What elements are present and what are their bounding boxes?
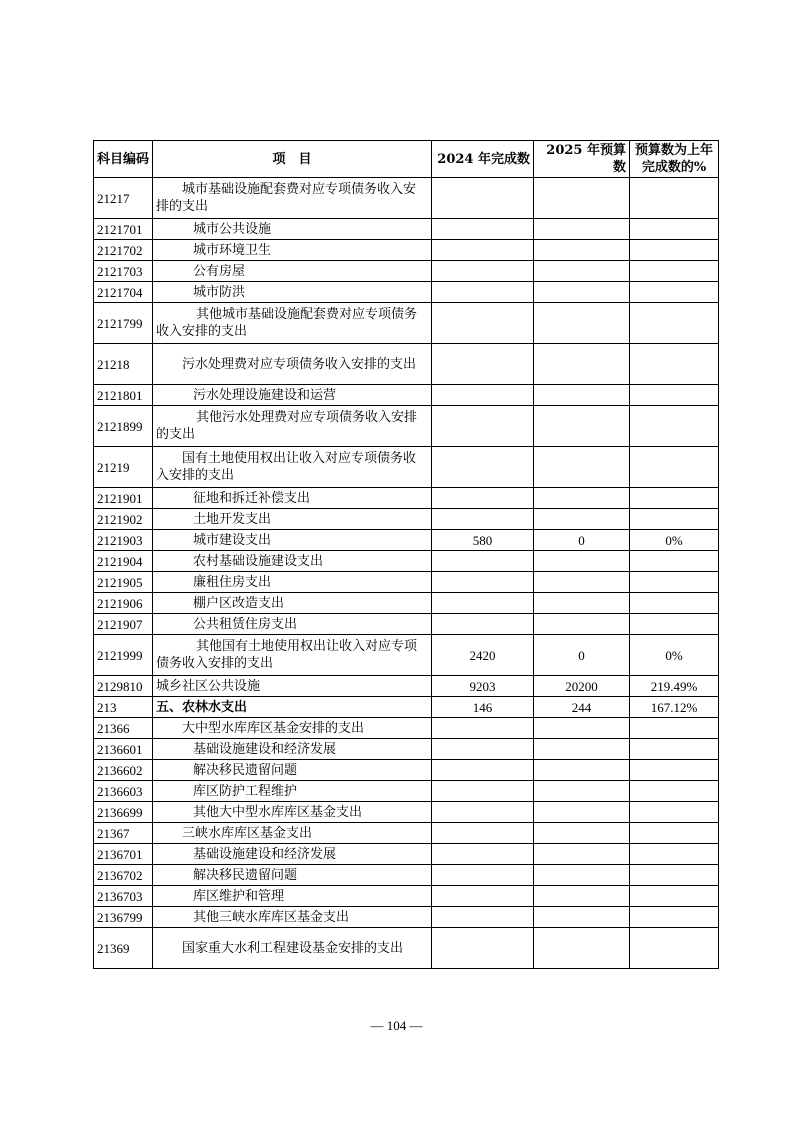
row-name: 其他污水处理费对应专项债务收入安排的支出: [153, 406, 432, 447]
row-code: 2136703: [94, 886, 153, 907]
row-value-2025: 0: [534, 635, 630, 676]
row-name: 公共租赁住房支出: [153, 614, 432, 635]
row-value-2024: [432, 907, 534, 928]
row-value-2025: 244: [534, 697, 630, 718]
table-row: [94, 676, 719, 697]
row-value-2024: [432, 865, 534, 886]
row-name: 廉租住房支出: [153, 572, 432, 593]
row-name: 其他三峡水库库区基金支出: [153, 907, 432, 928]
row-value-pct: [630, 447, 719, 488]
row-value-2025: [534, 551, 630, 572]
row-code: 2136601: [94, 739, 153, 760]
row-code: 2121906: [94, 593, 153, 614]
table-row: [94, 488, 719, 509]
row-name: 城乡社区公共设施: [153, 676, 432, 697]
row-code: 21218: [94, 344, 153, 385]
row-value-pct: [630, 344, 719, 385]
row-value-2025: [534, 739, 630, 760]
row-value-pct: [630, 509, 719, 530]
table-row: [94, 406, 719, 447]
row-value-pct: [630, 865, 719, 886]
row-value-2024: [432, 240, 534, 261]
row-value-pct: [630, 593, 719, 614]
table-row: [94, 282, 719, 303]
row-name: 解决移民遗留问题: [153, 865, 432, 886]
row-name: 棚户区改造支出: [153, 593, 432, 614]
row-name: 解决移民遗留问题: [153, 760, 432, 781]
row-value-2025: [534, 344, 630, 385]
row-value-2024: [432, 261, 534, 282]
row-code: 213: [94, 697, 153, 718]
row-code: 2136603: [94, 781, 153, 802]
row-value-2024: [432, 488, 534, 509]
table-row: [94, 385, 719, 406]
row-value-pct: [630, 572, 719, 593]
table-row: [94, 219, 719, 240]
row-value-pct: [630, 303, 719, 344]
row-name: 土地开发支出: [153, 509, 432, 530]
header-2024: 2024 年完成数: [432, 141, 534, 178]
row-value-2025: [534, 488, 630, 509]
row-value-pct: [630, 802, 719, 823]
table-row: [94, 907, 719, 928]
row-code: 2136701: [94, 844, 153, 865]
row-code: 2129810: [94, 676, 153, 697]
row-value-2024: [432, 447, 534, 488]
row-value-2024: [432, 739, 534, 760]
row-value-2025: [534, 240, 630, 261]
row-code: 2121904: [94, 551, 153, 572]
row-value-pct: 0%: [630, 530, 719, 551]
row-code: 2121703: [94, 261, 153, 282]
table-row: [94, 593, 719, 614]
row-name: 三峡水库库区基金支出: [153, 823, 432, 844]
row-value-pct: [630, 781, 719, 802]
row-code: 2121801: [94, 385, 153, 406]
header-pct: 预算数为上年完成数的%: [630, 141, 719, 178]
row-value-pct: 167.12%: [630, 697, 719, 718]
table-row: [94, 178, 719, 219]
row-value-2025: [534, 886, 630, 907]
row-code: 2121799: [94, 303, 153, 344]
row-code: 21219: [94, 447, 153, 488]
row-code: 2136799: [94, 907, 153, 928]
row-code: 2121999: [94, 635, 153, 676]
row-value-pct: [630, 739, 719, 760]
row-value-2024: [432, 593, 534, 614]
row-value-2025: [534, 718, 630, 739]
row-name: 其他国有土地使用权出让收入对应专项债务收入安排的支出: [153, 635, 432, 676]
table-row: [94, 928, 719, 969]
row-value-2024: [432, 344, 534, 385]
row-code: 2121907: [94, 614, 153, 635]
row-value-2024: [432, 406, 534, 447]
row-name: 其他城市基础设施配套费对应专项债务收入安排的支出: [153, 303, 432, 344]
row-name: 城市环境卫生: [153, 240, 432, 261]
row-value-2025: 20200: [534, 676, 630, 697]
row-name: 污水处理费对应专项债务收入安排的支出: [153, 344, 432, 385]
row-code: 21367: [94, 823, 153, 844]
row-value-2024: [432, 886, 534, 907]
table-row: [94, 572, 719, 593]
row-value-pct: [630, 907, 719, 928]
row-value-2024: [432, 572, 534, 593]
row-name: 大中型水库库区基金安排的支出: [153, 718, 432, 739]
table-row: [94, 739, 719, 760]
table-row: [94, 551, 719, 572]
table-row: [94, 844, 719, 865]
row-value-2024: [432, 509, 534, 530]
row-value-2025: [534, 447, 630, 488]
row-value-2025: [534, 385, 630, 406]
row-value-2025: [534, 178, 630, 219]
row-value-2024: [432, 385, 534, 406]
table-row: [94, 697, 719, 718]
table-row: [94, 865, 719, 886]
table-row: [94, 718, 719, 739]
row-code: 2121901: [94, 488, 153, 509]
row-code: 2136602: [94, 760, 153, 781]
row-name: 其他大中型水库库区基金支出: [153, 802, 432, 823]
table-row: [94, 261, 719, 282]
row-value-pct: [630, 844, 719, 865]
row-value-2024: [432, 614, 534, 635]
row-value-2025: [534, 865, 630, 886]
row-value-2024: 9203: [432, 676, 534, 697]
row-value-pct: [630, 282, 719, 303]
row-name: 农村基础设施建设支出: [153, 551, 432, 572]
row-value-pct: [630, 406, 719, 447]
row-name: 征地和拆迁补偿支出: [153, 488, 432, 509]
row-name: 城市防洪: [153, 282, 432, 303]
row-code: 2121899: [94, 406, 153, 447]
row-value-pct: [630, 219, 719, 240]
row-value-2024: [432, 844, 534, 865]
row-value-2025: [534, 593, 630, 614]
row-value-2024: [432, 823, 534, 844]
table-row: [94, 240, 719, 261]
row-name: 基础设施建设和经济发展: [153, 844, 432, 865]
table-row: [94, 886, 719, 907]
row-value-pct: 219.49%: [630, 676, 719, 697]
row-code: 2121702: [94, 240, 153, 261]
row-value-2025: [534, 509, 630, 530]
row-code: 2121905: [94, 572, 153, 593]
row-code: 21217: [94, 178, 153, 219]
row-name: 基础设施建设和经济发展: [153, 739, 432, 760]
row-value-pct: [630, 261, 719, 282]
row-value-2024: [432, 928, 534, 969]
row-value-pct: [630, 614, 719, 635]
row-code: 2136699: [94, 802, 153, 823]
table-row: [94, 530, 719, 551]
table-row: [94, 635, 719, 676]
row-name: 城市建设支出: [153, 530, 432, 551]
row-value-2024: [432, 178, 534, 219]
row-value-2025: [534, 928, 630, 969]
table-header-row: [94, 141, 719, 178]
row-name: 污水处理设施建设和运营: [153, 385, 432, 406]
header-2025: 2025 年预算数: [534, 141, 630, 178]
row-value-2025: [534, 261, 630, 282]
row-code: 21366: [94, 718, 153, 739]
budget-table: [93, 140, 719, 969]
row-value-2025: [534, 781, 630, 802]
header-code: 科目编码: [94, 141, 153, 178]
row-value-2024: [432, 219, 534, 240]
row-value-2025: [534, 844, 630, 865]
row-value-2025: 0: [534, 530, 630, 551]
table-row: [94, 760, 719, 781]
row-value-2024: [432, 781, 534, 802]
row-value-2024: [432, 282, 534, 303]
row-code: 2121902: [94, 509, 153, 530]
row-value-2024: [432, 551, 534, 572]
row-value-2024: [432, 718, 534, 739]
row-name: 公有房屋: [153, 261, 432, 282]
table-row: [94, 823, 719, 844]
row-value-pct: [630, 718, 719, 739]
row-value-2025: [534, 406, 630, 447]
row-value-2024: 146: [432, 697, 534, 718]
row-name: 库区维护和管理: [153, 886, 432, 907]
row-value-2025: [534, 219, 630, 240]
row-value-pct: [630, 178, 719, 219]
row-value-2024: [432, 760, 534, 781]
row-value-2025: [534, 614, 630, 635]
row-value-pct: [630, 385, 719, 406]
table-row: [94, 447, 719, 488]
row-name: 国有土地使用权出让收入对应专项债务收入安排的支出: [153, 447, 432, 488]
page-number: — 104 —: [370, 1018, 423, 1033]
row-value-pct: [630, 488, 719, 509]
row-value-2025: [534, 823, 630, 844]
row-value-pct: [630, 760, 719, 781]
row-value-2024: 580: [432, 530, 534, 551]
row-value-pct: [630, 551, 719, 572]
row-value-pct: [630, 240, 719, 261]
row-value-pct: 0%: [630, 635, 719, 676]
row-code: 2136702: [94, 865, 153, 886]
row-code: 21369: [94, 928, 153, 969]
row-name: 城市公共设施: [153, 219, 432, 240]
row-value-2025: [534, 572, 630, 593]
row-code: 2121903: [94, 530, 153, 551]
table-row: [94, 303, 719, 344]
row-value-2025: [534, 282, 630, 303]
row-value-2025: [534, 760, 630, 781]
row-value-2024: 2420: [432, 635, 534, 676]
table-row: [94, 802, 719, 823]
row-name: 城市基础设施配套费对应专项债务收入安排的支出: [153, 178, 432, 219]
row-value-pct: [630, 928, 719, 969]
row-value-pct: [630, 886, 719, 907]
table-row: [94, 509, 719, 530]
row-value-2025: [534, 907, 630, 928]
row-code: 2121701: [94, 219, 153, 240]
row-name: 国家重大水利工程建设基金安排的支出: [153, 928, 432, 969]
table-row: [94, 781, 719, 802]
row-value-2024: [432, 303, 534, 344]
row-name: 五、农林水支出: [153, 697, 432, 718]
row-value-pct: [630, 823, 719, 844]
row-value-2024: [432, 802, 534, 823]
row-code: 2121704: [94, 282, 153, 303]
header-name: 项 目: [153, 141, 432, 178]
table-row: [94, 344, 719, 385]
row-name: 库区防护工程维护: [153, 781, 432, 802]
row-value-2025: [534, 303, 630, 344]
table-row: [94, 614, 719, 635]
row-value-2025: [534, 802, 630, 823]
